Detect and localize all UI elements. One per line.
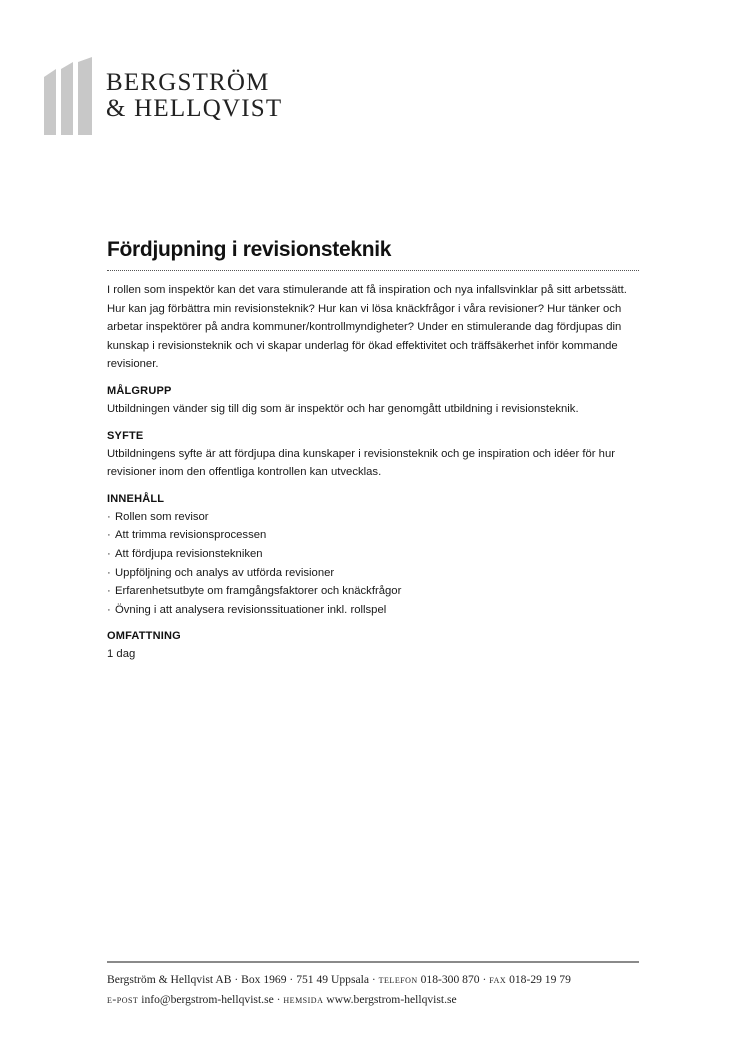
list-item — [107, 601, 639, 620]
malgrupp-heading: MÅLGRUPP — [107, 384, 172, 397]
footer-fax-label: fax — [489, 973, 507, 986]
footer-web-link[interactable]: www.bergstrom-hellqvist.se — [326, 993, 457, 1006]
list-item-text: Rollen som revisor — [115, 510, 209, 523]
main-content — [107, 236, 639, 664]
footer-web-label: hemsida — [283, 993, 324, 1006]
footer-phone: 018-300 870 — [420, 973, 480, 986]
list-item-text: Att fördjupa revisionstekniken — [115, 547, 263, 560]
list-item-text: Att trimma revisionsprocessen — [115, 529, 267, 542]
bullet-dot: · — [107, 547, 111, 560]
bullet-dot: · — [107, 603, 111, 616]
footer-line-2: e-post info@bergstrom-hellqvist.se · hemsida www.bergstrom-hellqvist.se — [107, 993, 457, 1006]
bullet-dot: · — [107, 510, 111, 523]
list-item — [107, 564, 639, 583]
innehall-heading: INNEHÅLL — [107, 492, 165, 505]
logo-line-2: & HELLQVIST — [106, 95, 283, 122]
list-item-text: Erfarenhetsutbyte om framgångsfaktorer och knäckfrågor — [115, 585, 402, 598]
footer-box: Box 1969 — [241, 973, 287, 986]
logo-mark-icon — [44, 57, 94, 135]
malgrupp-text: Utbildningen vänder sig till dig som är inspektör och har genomgått utbildning i revisionsteknik. — [107, 402, 579, 415]
bullet-dot: · — [107, 585, 111, 598]
omfattning-heading: OMFATTNING — [107, 630, 181, 643]
syfte-heading: SYFTE — [107, 429, 144, 442]
syfte-text: Utbildningens syfte är att fördjupa dina kunskaper i revisionsteknik och ge inspiration och idéer för hur revisioner inom den offentliga kontrollen kan utvecklas. — [107, 447, 616, 479]
bullet-dot: · — [107, 566, 111, 579]
intro-paragraph: I rollen som inspektör kan det vara stimulerande att få inspiration och nya infallsvinklar på sitt arbetssätt. Hur kan jag förbättra min revisionsteknik? Hur kan vi lösa knäckfrågor i våra revisioner? Hur tänker och arbetar inspektörer på andra kommuner/kontrollmyndigheter? Under en stimulerande dag fördjupas din kunskap i revisionsteknik och vi skapar underlag för ökad effektivitet och träffsäkerhet inför kommande revisioner. — [107, 284, 627, 371]
footer-email-label: e-post — [107, 993, 139, 1006]
logo-line-1: BERGSTRÖM — [106, 69, 270, 96]
footer — [107, 970, 667, 1010]
list-item — [107, 582, 639, 601]
title-divider — [107, 270, 639, 271]
footer-city: 751 49 Uppsala — [296, 973, 369, 986]
company-logo — [44, 57, 304, 137]
list-item-text: Övning i att analysera revisionssituationer inkl. rollspel — [115, 603, 387, 616]
footer-phone-label: telefon — [378, 973, 418, 986]
footer-fax: 018-29 19 79 — [509, 973, 571, 986]
footer-line-1: Bergström & Hellqvist AB · Box 1969 · 751 49 Uppsala · telefon 018-300 870 · fax 018-29 19 79 — [107, 973, 571, 986]
bullet-dot: · — [107, 529, 111, 542]
logo-wordmark — [106, 70, 282, 122]
innehall-list — [107, 508, 639, 620]
list-item — [107, 545, 639, 564]
footer-company: Bergström & Hellqvist AB — [107, 973, 232, 986]
list-item — [107, 508, 639, 527]
omfattning-text: 1 dag — [107, 648, 136, 661]
list-item — [107, 526, 639, 545]
page-title: Fördjupning i revisionsteknik — [107, 238, 392, 261]
list-item-text: Uppföljning och analys av utförda revisioner — [115, 566, 335, 579]
footer-email-link[interactable]: info@bergstrom-hellqvist.se — [141, 993, 274, 1006]
footer-divider — [107, 961, 639, 963]
